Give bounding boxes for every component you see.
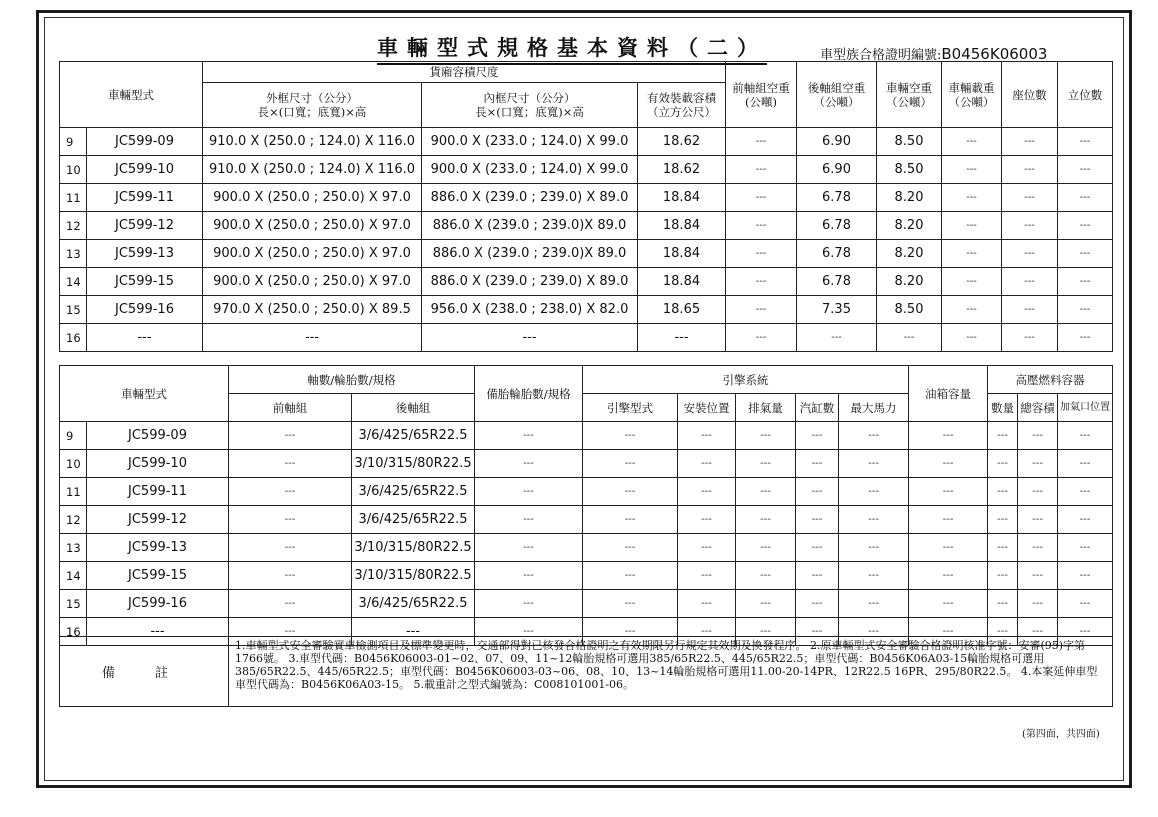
total-volume-value: ---: [1018, 478, 1058, 506]
rear-value: ---: [797, 324, 877, 352]
horsepower-value: ---: [839, 506, 909, 534]
outer-dimension: 900.0 X (250.0 ; 250.0) X 97.0: [203, 184, 422, 212]
vehicle-model: ---: [87, 324, 203, 352]
front-axle-value: ---: [229, 506, 352, 534]
axle-engine-table: [59, 365, 1113, 646]
row-number: 15: [60, 296, 87, 324]
seat-value: ---: [1002, 240, 1058, 268]
load-value: ---: [942, 128, 1002, 156]
load-value: ---: [942, 184, 1002, 212]
empty-value: 8.50: [877, 156, 942, 184]
displacement-value: ---: [736, 422, 796, 450]
spare-value: ---: [475, 590, 583, 618]
header-outer-dimension: [203, 83, 422, 128]
cylinders-value: ---: [796, 562, 839, 590]
table-row: [60, 506, 1113, 534]
fill-position-value: ---: [1058, 422, 1113, 450]
displacement-value: ---: [736, 590, 796, 618]
load-value: ---: [942, 268, 1002, 296]
tank-value: ---: [909, 478, 988, 506]
front-axle-value: ---: [229, 478, 352, 506]
inner-dimension: 956.0 X (238.0 ; 238.0) X 82.0: [422, 296, 638, 324]
effective-volume: ---: [638, 324, 726, 352]
engine-type-value: ---: [583, 506, 678, 534]
outer-dimension: 910.0 X (250.0 ; 124.0) X 116.0: [203, 128, 422, 156]
cylinders-value: ---: [796, 422, 839, 450]
load-value: ---: [942, 212, 1002, 240]
outer-dimension: 900.0 X (250.0 ; 250.0) X 97.0: [203, 268, 422, 296]
header-gas-container: 高壓燃料容器: [988, 366, 1113, 394]
stand-value: ---: [1058, 296, 1113, 324]
row-number: 11: [60, 478, 87, 506]
tank-value: ---: [909, 506, 988, 534]
qty-value: ---: [988, 618, 1018, 646]
header-max-horsepower: 最大馬力: [839, 394, 909, 422]
vehicle-model: JC599-12: [87, 212, 203, 240]
outer-dimension: ---: [203, 324, 422, 352]
tank-value: ---: [909, 562, 988, 590]
spare-value: ---: [475, 562, 583, 590]
row-number: 9: [60, 422, 87, 450]
mount-value: ---: [678, 478, 736, 506]
cylinders-value: ---: [796, 590, 839, 618]
empty-value: 8.20: [877, 184, 942, 212]
rear-value: 6.90: [797, 156, 877, 184]
front-value: ---: [726, 296, 797, 324]
page-number: (第四面，共四面): [1022, 729, 1100, 740]
cylinders-value: ---: [796, 478, 839, 506]
page-title: 車輛型式規格基本資料（二）: [377, 32, 767, 65]
displacement-value: ---: [736, 534, 796, 562]
header-rear-axle-weight: 後軸組空重（公噸）: [797, 62, 877, 128]
row-number: 12: [60, 212, 87, 240]
table-row: [60, 324, 1113, 352]
row-number: 15: [60, 590, 87, 618]
effective-volume: 18.84: [638, 212, 726, 240]
total-volume-value: ---: [1018, 534, 1058, 562]
fill-position-value: ---: [1058, 506, 1113, 534]
front-axle-value: ---: [229, 618, 352, 646]
mount-value: ---: [678, 506, 736, 534]
cylinders-value: ---: [796, 534, 839, 562]
effective-volume: 18.65: [638, 296, 726, 324]
fill-position-value: ---: [1058, 478, 1113, 506]
engine-type-value: ---: [583, 562, 678, 590]
spare-value: ---: [475, 450, 583, 478]
stand-value: ---: [1058, 184, 1113, 212]
header-outer-title: 外框尺寸（公分）: [266, 91, 358, 105]
qty-value: ---: [988, 422, 1018, 450]
empty-value: 8.20: [877, 212, 942, 240]
fill-position-value: ---: [1058, 562, 1113, 590]
engine-type-value: ---: [583, 422, 678, 450]
outer-dimension: 900.0 X (250.0 ; 250.0) X 97.0: [203, 240, 422, 268]
header-engine-system: 引擎系統: [583, 366, 909, 394]
seat-value: ---: [1002, 324, 1058, 352]
load-value: ---: [942, 324, 1002, 352]
engine-type-value: ---: [583, 450, 678, 478]
header-rear-axle: 後軸組: [352, 394, 475, 422]
front-axle-value: ---: [229, 590, 352, 618]
outer-dimension: 970.0 X (250.0 ; 250.0) X 89.5: [203, 296, 422, 324]
horsepower-value: ---: [839, 450, 909, 478]
inner-dimension: 900.0 X (233.0 ; 124.0) X 99.0: [422, 156, 638, 184]
header-seats: 座位數: [1002, 62, 1058, 128]
load-value: ---: [942, 296, 1002, 324]
tank-value: ---: [909, 422, 988, 450]
rear-axle-value: 3/6/425/65R22.5: [352, 506, 475, 534]
empty-value: 8.50: [877, 296, 942, 324]
vehicle-model: JC599-13: [87, 534, 229, 562]
rear-axle-value: 3/10/315/80R22.5: [352, 562, 475, 590]
front-value: ---: [726, 240, 797, 268]
effective-volume: 18.84: [638, 268, 726, 296]
fill-position-value: ---: [1058, 534, 1113, 562]
vehicle-model: JC599-09: [87, 128, 203, 156]
total-volume-value: ---: [1018, 590, 1058, 618]
tank-value: ---: [909, 618, 988, 646]
row-number: 11: [60, 184, 87, 212]
remarks-label: 備 註: [60, 637, 229, 707]
front-value: ---: [726, 212, 797, 240]
empty-value: ---: [877, 324, 942, 352]
table-row: [60, 212, 1113, 240]
engine-type-value: ---: [583, 590, 678, 618]
qty-value: ---: [988, 562, 1018, 590]
header-outer-sub: 長×(口寬；底寬)×高: [257, 105, 367, 119]
row-number: 13: [60, 240, 87, 268]
seat-value: ---: [1002, 184, 1058, 212]
remarks-table: [59, 636, 1113, 707]
rear-axle-value: 3/6/425/65R22.5: [352, 590, 475, 618]
effective-volume: 18.62: [638, 156, 726, 184]
load-value: ---: [942, 156, 1002, 184]
vehicle-model: JC599-16: [87, 296, 203, 324]
front-axle-value: ---: [229, 534, 352, 562]
rear-axle-value: ---: [352, 618, 475, 646]
spare-value: ---: [475, 478, 583, 506]
header-front-axle-weight: 前軸組空重(公噸): [726, 62, 797, 128]
inner-dimension: ---: [422, 324, 638, 352]
vehicle-model: JC599-10: [87, 450, 229, 478]
front-axle-value: ---: [229, 450, 352, 478]
row-number: 13: [60, 534, 87, 562]
seat-value: ---: [1002, 128, 1058, 156]
rear-value: 6.78: [797, 240, 877, 268]
header-inner-title: 內框尺寸（公分）: [483, 91, 576, 105]
table-row: [60, 268, 1113, 296]
spare-value: ---: [475, 534, 583, 562]
header-inner-sub: 長×(口寬；底寬)×高: [475, 105, 584, 119]
horsepower-value: ---: [839, 618, 909, 646]
front-value: ---: [726, 128, 797, 156]
stand-value: ---: [1058, 212, 1113, 240]
mount-value: ---: [678, 618, 736, 646]
rear-value: 6.90: [797, 128, 877, 156]
cargo-dimension-table: [59, 61, 1113, 352]
displacement-value: ---: [736, 450, 796, 478]
displacement-value: ---: [736, 618, 796, 646]
row-number: 9: [60, 128, 87, 156]
mount-value: ---: [678, 534, 736, 562]
header-total-volume: 總容積: [1018, 394, 1058, 422]
effective-volume: 18.84: [638, 240, 726, 268]
header-tank-capacity: 油箱容量: [909, 366, 988, 422]
row-number: 16: [60, 618, 87, 646]
row-number: 14: [60, 562, 87, 590]
front-axle-value: ---: [229, 422, 352, 450]
row-number: 12: [60, 506, 87, 534]
total-volume-value: ---: [1018, 450, 1058, 478]
engine-type-value: ---: [583, 618, 678, 646]
header-fill-position: 加氣口位置: [1058, 394, 1113, 422]
table-row: [60, 184, 1113, 212]
table-row: [60, 562, 1113, 590]
horsepower-value: ---: [839, 478, 909, 506]
tank-value: ---: [909, 450, 988, 478]
qty-value: ---: [988, 534, 1018, 562]
stand-value: ---: [1058, 156, 1113, 184]
total-volume-value: ---: [1018, 422, 1058, 450]
qty-value: ---: [988, 478, 1018, 506]
inner-dimension: 886.0 X (239.0 ; 239.0)X 89.0: [422, 212, 638, 240]
front-value: ---: [726, 156, 797, 184]
rear-axle-value: 3/10/315/80R22.5: [352, 534, 475, 562]
displacement-value: ---: [736, 506, 796, 534]
empty-value: 8.20: [877, 268, 942, 296]
engine-type-value: ---: [583, 534, 678, 562]
header-standing: 立位數: [1058, 62, 1113, 128]
rear-axle-value: 3/6/425/65R22.5: [352, 422, 475, 450]
row-number: 10: [60, 450, 87, 478]
fill-position-value: ---: [1058, 450, 1113, 478]
rear-value: 6.78: [797, 212, 877, 240]
effective-volume: 18.84: [638, 184, 726, 212]
row-number: 16: [60, 324, 87, 352]
header-vehicle-model: 車輛型式: [60, 62, 203, 128]
seat-value: ---: [1002, 268, 1058, 296]
stand-value: ---: [1058, 240, 1113, 268]
header-cargo-volume: 貨廂容積尺度: [203, 62, 726, 83]
row-number: 10: [60, 156, 87, 184]
stand-value: ---: [1058, 324, 1113, 352]
inner-dimension: 886.0 X (239.0 ; 239.0) X 89.0: [422, 184, 638, 212]
horsepower-value: ---: [839, 562, 909, 590]
header-engine-type: 引擎型式: [583, 394, 678, 422]
spare-value: ---: [475, 422, 583, 450]
table-row: [60, 128, 1113, 156]
mount-value: ---: [678, 590, 736, 618]
tank-value: ---: [909, 590, 988, 618]
front-value: ---: [726, 268, 797, 296]
effective-volume: 18.62: [638, 128, 726, 156]
rear-axle-value: 3/6/425/65R22.5: [352, 478, 475, 506]
front-value: ---: [726, 184, 797, 212]
vehicle-model: JC599-11: [87, 184, 203, 212]
qty-value: ---: [988, 590, 1018, 618]
header-spare-tire: 備胎輪胎數/規格: [475, 366, 583, 422]
cylinders-value: ---: [796, 450, 839, 478]
table-row: [60, 156, 1113, 184]
front-axle-value: ---: [229, 562, 352, 590]
table-row: [60, 590, 1113, 618]
vehicle-model: JC599-12: [87, 506, 229, 534]
fill-position-value: ---: [1058, 590, 1113, 618]
total-volume-value: ---: [1018, 618, 1058, 646]
displacement-value: ---: [736, 478, 796, 506]
horsepower-value: ---: [839, 422, 909, 450]
spare-value: ---: [475, 618, 583, 646]
empty-value: 8.50: [877, 128, 942, 156]
certificate-value: B0456K06003: [941, 45, 1048, 63]
header-quantity: 數量: [988, 394, 1018, 422]
engine-type-value: ---: [583, 478, 678, 506]
seat-value: ---: [1002, 212, 1058, 240]
total-volume-value: ---: [1018, 562, 1058, 590]
outer-dimension: 900.0 X (250.0 ; 250.0) X 97.0: [203, 212, 422, 240]
mount-value: ---: [678, 450, 736, 478]
header-axle-tire: 軸數/輪胎數/規格: [229, 366, 475, 394]
mount-value: ---: [678, 422, 736, 450]
row-number: 14: [60, 268, 87, 296]
vehicle-model: JC599-15: [87, 562, 229, 590]
table-row: [60, 534, 1113, 562]
vehicle-model: ---: [87, 618, 229, 646]
rear-value: 7.35: [797, 296, 877, 324]
displacement-value: ---: [736, 562, 796, 590]
cylinders-value: ---: [796, 618, 839, 646]
vehicle-model: JC599-09: [87, 422, 229, 450]
inner-dimension: 900.0 X (233.0 ; 124.0) X 99.0: [422, 128, 638, 156]
mount-value: ---: [678, 562, 736, 590]
vehicle-model: JC599-11: [87, 478, 229, 506]
spare-value: ---: [475, 506, 583, 534]
horsepower-value: ---: [839, 590, 909, 618]
stand-value: ---: [1058, 128, 1113, 156]
vehicle-model: JC599-10: [87, 156, 203, 184]
inner-dimension: 886.0 X (239.0 ; 239.0) X 89.0: [422, 268, 638, 296]
header-inner-dimension: [422, 83, 638, 128]
header-empty-weight: 車輛空重（公噸）: [877, 62, 942, 128]
total-volume-value: ---: [1018, 506, 1058, 534]
table-row: [60, 296, 1113, 324]
header-front-axle: 前軸組: [229, 394, 352, 422]
header-cylinders: 汽缸數: [796, 394, 839, 422]
header-load-weight: 車輛載重（公噸）: [942, 62, 1002, 128]
load-value: ---: [942, 240, 1002, 268]
vehicle-model: JC599-15: [87, 268, 203, 296]
empty-value: 8.20: [877, 240, 942, 268]
front-value: ---: [726, 324, 797, 352]
table-row: [60, 450, 1113, 478]
rear-value: 6.78: [797, 268, 877, 296]
rear-axle-value: 3/10/315/80R22.5: [352, 450, 475, 478]
seat-value: ---: [1002, 296, 1058, 324]
cylinders-value: ---: [796, 506, 839, 534]
stand-value: ---: [1058, 268, 1113, 296]
seat-value: ---: [1002, 156, 1058, 184]
vehicle-model: JC599-16: [87, 590, 229, 618]
table-row: [60, 240, 1113, 268]
table-row: [60, 422, 1113, 450]
header-vehicle-model-2: 車輛型式: [60, 366, 229, 422]
tank-value: ---: [909, 534, 988, 562]
table-row: [60, 478, 1113, 506]
header-effective-volume: 有效裝載容積（立方公尺）: [638, 83, 726, 128]
qty-value: ---: [988, 450, 1018, 478]
header-mount-position: 安裝位置: [678, 394, 736, 422]
qty-value: ---: [988, 506, 1018, 534]
remarks-text: 1.車輛型式安全審驗實車檢測項目及標準變更時，交通部得對已核發合格證明之有效期限另行規定其效期及換發程序。 2.原車輛型式安全審驗合格證明核准字號：安審(95)字第1766號。 3.車型代碼：B0456K06003-01~02、07、09、11~12輪胎規格可選用385/65R22.5、445/65R22.5；車型代碼：B0456K06A03-15輪胎規格可選用385/65R22.5、445/65R22.5；車型代碼：B0456K06003-03~06、08、10、13~14輪胎規格可選用11.00-20-14PR、12R22.5 16PR、295/80R22.5。 4.本案延伸車型車型代碼為：B0456K06A03-15。 5.載重計之型式編號為：C008101001-06。: [229, 637, 1113, 707]
vehicle-model: JC599-13: [87, 240, 203, 268]
fill-position-value: ---: [1058, 618, 1113, 646]
horsepower-value: ---: [839, 534, 909, 562]
inner-dimension: 886.0 X (239.0 ; 239.0)X 89.0: [422, 240, 638, 268]
rear-value: 6.78: [797, 184, 877, 212]
header-displacement: 排氣量: [736, 394, 796, 422]
outer-dimension: 910.0 X (250.0 ; 124.0) X 116.0: [203, 156, 422, 184]
certificate-label: 車型族合格證明編號:: [820, 48, 942, 63]
